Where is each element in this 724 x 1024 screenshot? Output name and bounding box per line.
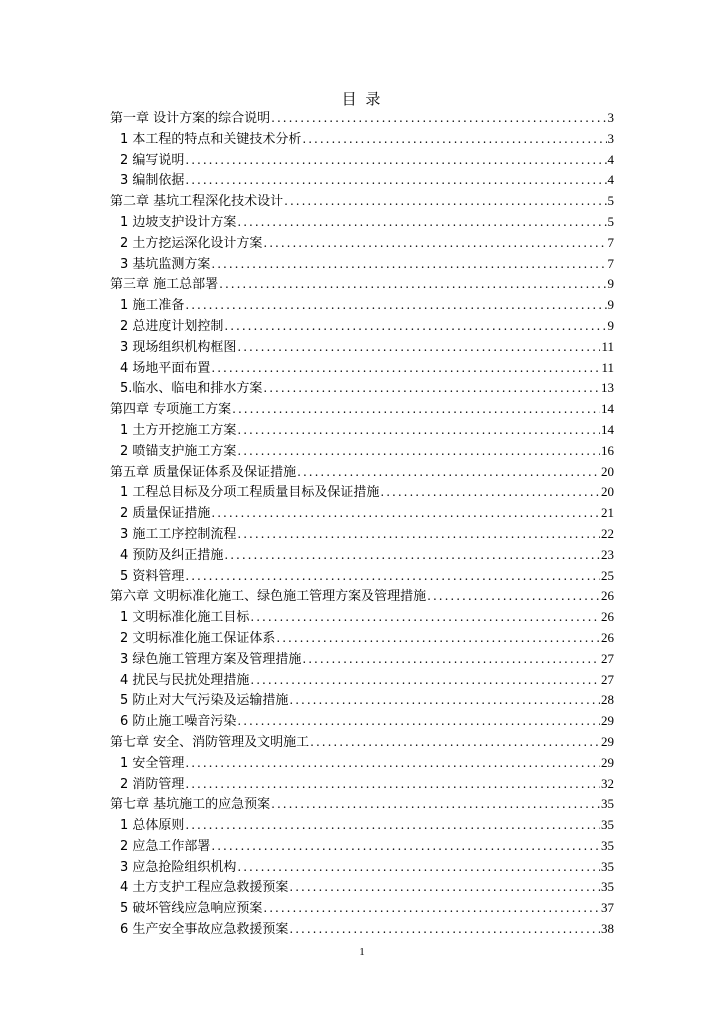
toc-entry-label: 第五章 质量保证体系及保证措施 <box>110 464 297 480</box>
toc-leader-dots <box>284 191 606 212</box>
toc-entry-label: 2 应急工作部署 <box>120 838 211 854</box>
toc-section-entry[interactable] <box>110 524 614 545</box>
toc-entry-label: 第七章 基坑施工的应急预案 <box>110 797 271 813</box>
toc-leader-dots <box>263 233 606 254</box>
toc-section-entry[interactable] <box>110 753 614 774</box>
toc-chapter-entry[interactable] <box>110 274 614 295</box>
toc-entry-label: 3 应急抢险组织机构 <box>120 859 237 875</box>
toc-section-entry[interactable] <box>110 254 614 275</box>
toc-leader-dots <box>185 815 600 836</box>
table-of-contents <box>110 108 614 940</box>
toc-section-entry[interactable] <box>110 545 614 566</box>
toc-section-entry[interactable] <box>110 857 614 878</box>
toc-entry-page: 29 <box>601 754 614 770</box>
toc-entry-page: 27 <box>601 671 614 687</box>
toc-entry-label: 4 预防及纠正措施 <box>120 547 224 563</box>
toc-entry-page: 26 <box>601 609 614 625</box>
toc-section-entry[interactable] <box>110 441 614 462</box>
toc-leader-dots <box>211 503 600 524</box>
toc-entry-label: 1 本工程的特点和关键技术分析 <box>120 131 302 147</box>
toc-leader-dots <box>250 670 600 691</box>
toc-leader-dots <box>237 337 600 358</box>
toc-leader-dots <box>224 316 606 337</box>
toc-entry-page: 11 <box>601 338 614 354</box>
toc-section-entry[interactable] <box>110 316 614 337</box>
toc-entry-label: 3 绿色施工管理方案及管理措施 <box>120 651 302 667</box>
toc-entry-label: 2 总进度计划控制 <box>120 318 224 334</box>
toc-chapter-entry[interactable] <box>110 586 614 607</box>
page-title: 目 录 <box>341 90 383 108</box>
toc-entry-label: 第四章 专项施工方案 <box>110 402 232 418</box>
toc-leader-dots <box>185 150 606 171</box>
toc-entry-label: 第三章 施工总部署 <box>110 277 219 293</box>
toc-entry-label: 2 文明标准化施工保证体系 <box>120 630 276 646</box>
toc-leader-dots <box>237 524 600 545</box>
toc-entry-label: 4 场地平面布置 <box>120 360 211 376</box>
toc-section-entry[interactable] <box>110 233 614 254</box>
toc-entry-label: 3 基坑监测方案 <box>120 256 211 272</box>
toc-entry-page: 5 <box>607 213 614 229</box>
toc-section-entry[interactable] <box>110 815 614 836</box>
toc-entry-label: 5 资料管理 <box>120 568 185 584</box>
toc-entry-page: 35 <box>601 837 614 853</box>
toc-section-entry[interactable] <box>110 420 614 441</box>
toc-section-entry[interactable] <box>110 919 614 940</box>
toc-section-entry[interactable] <box>110 649 614 670</box>
toc-entry-page: 35 <box>601 879 614 895</box>
toc-leader-dots <box>250 607 600 628</box>
toc-entry-label: 1 工程总目标及分项工程质量目标及保证措施 <box>120 485 380 501</box>
toc-entry-page: 5 <box>607 193 614 209</box>
toc-section-entry[interactable] <box>110 503 614 524</box>
toc-entry-label: 1 总体原则 <box>120 818 185 834</box>
toc-entry-label: 2 喷锚支护施工方案 <box>120 443 237 459</box>
toc-leader-dots <box>289 877 600 898</box>
toc-leader-dots <box>237 711 600 732</box>
toc-entry-label: 6 生产安全事故应急救援预案 <box>120 922 289 938</box>
toc-entry-label: 3 编制依据 <box>120 173 185 189</box>
toc-leader-dots <box>185 774 600 795</box>
toc-entry-label: 2 土方挖运深化设计方案 <box>120 235 263 251</box>
toc-section-entry[interactable] <box>110 836 614 857</box>
toc-section-entry[interactable] <box>110 690 614 711</box>
toc-entry-page: 9 <box>607 276 614 292</box>
toc-leader-dots <box>263 378 600 399</box>
toc-leader-dots <box>219 274 606 295</box>
toc-entry-label: 6 防止施工噪音污染 <box>120 714 237 730</box>
toc-entry-label: 1 施工准备 <box>120 298 185 314</box>
toc-entry-page: 29 <box>601 713 614 729</box>
toc-entry-label: 3 施工工序控制流程 <box>120 526 237 542</box>
toc-entry-page: 9 <box>607 297 614 313</box>
toc-section-entry[interactable] <box>110 337 614 358</box>
toc-entry-page: 37 <box>601 900 614 916</box>
toc-entry-page: 7 <box>607 234 614 250</box>
toc-entry-label: 4 扰民与民扰处理措施 <box>120 672 250 688</box>
toc-entry-page: 38 <box>601 921 614 937</box>
toc-entry-page: 21 <box>601 505 614 521</box>
toc-section-entry[interactable] <box>110 358 614 379</box>
toc-section-entry[interactable] <box>110 628 614 649</box>
toc-entry-page: 7 <box>607 255 614 271</box>
toc-leader-dots <box>224 545 600 566</box>
toc-leader-dots <box>211 836 600 857</box>
toc-entry-page: 14 <box>601 401 614 417</box>
toc-entry-page: 26 <box>601 588 614 604</box>
toc-entry-label: 第七章 安全、消防管理及文明施工 <box>110 734 310 750</box>
toc-leader-dots <box>185 295 606 316</box>
toc-section-entry[interactable] <box>110 482 614 503</box>
toc-leader-dots <box>271 108 606 129</box>
toc-chapter-entry[interactable] <box>110 462 614 483</box>
toc-leader-dots <box>310 732 600 753</box>
toc-entry-page: 9 <box>607 317 614 333</box>
toc-entry-page: 26 <box>601 629 614 645</box>
toc-entry-page: 28 <box>601 692 614 708</box>
toc-entry-label: 1 边坡支护设计方案 <box>120 214 237 230</box>
toc-entry-label: 3 现场组织机构框图 <box>120 339 237 355</box>
toc-entry-page: 27 <box>601 650 614 666</box>
toc-leader-dots <box>211 358 600 379</box>
toc-entry-page: 23 <box>601 546 614 562</box>
toc-chapter-entry[interactable] <box>110 108 614 129</box>
toc-entry-page: 16 <box>601 442 614 458</box>
toc-entry-page: 29 <box>601 733 614 749</box>
toc-chapter-entry[interactable] <box>110 794 614 815</box>
toc-entry-page: 3 <box>607 130 614 146</box>
toc-chapter-entry[interactable] <box>110 399 614 420</box>
toc-entry-label: 第一章 设计方案的综合说明 <box>110 111 271 126</box>
toc-leader-dots <box>185 753 600 774</box>
toc-entry-page: 35 <box>601 796 614 812</box>
toc-section-entry[interactable] <box>110 378 614 399</box>
toc-leader-dots <box>232 399 600 420</box>
toc-entry-label: 第二章 基坑工程深化技术设计 <box>110 194 284 210</box>
toc-entry-page: 35 <box>601 817 614 833</box>
toc-entry-page: 32 <box>601 775 614 791</box>
toc-leader-dots <box>302 129 606 150</box>
toc-entry-page: 14 <box>601 421 614 437</box>
toc-entry-label: 2 编写说明 <box>120 152 185 168</box>
toc-leader-dots <box>185 566 600 587</box>
toc-chapter-entry[interactable] <box>110 191 614 212</box>
toc-section-entry[interactable] <box>110 295 614 316</box>
toc-section-entry[interactable] <box>110 711 614 732</box>
toc-entry-page: 22 <box>601 525 614 541</box>
toc-entry-label: 5 破坏管线应急响应预案 <box>120 901 263 917</box>
toc-section-entry[interactable] <box>110 566 614 587</box>
toc-section-entry[interactable] <box>110 898 614 919</box>
toc-entry-label: 4 土方支护工程应急救援预案 <box>120 880 289 896</box>
toc-leader-dots <box>237 441 600 462</box>
toc-entry-page: 11 <box>601 359 614 375</box>
toc-entry-page: 3 <box>607 110 614 125</box>
toc-leader-dots <box>289 919 600 940</box>
toc-leader-dots <box>289 690 600 711</box>
toc-entry-label: 第六章 文明标准化施工、绿色施工管理方案及管理措施 <box>110 589 427 605</box>
toc-entry-page: 13 <box>601 380 614 396</box>
toc-entry-page: 20 <box>601 463 614 479</box>
toc-section-entry[interactable] <box>110 877 614 898</box>
toc-leader-dots <box>211 254 606 275</box>
toc-section-entry[interactable] <box>110 212 614 233</box>
toc-entry-label: 1 文明标准化施工目标 <box>120 610 250 626</box>
toc-leader-dots <box>302 649 600 670</box>
toc-section-entry[interactable] <box>110 150 614 171</box>
toc-section-entry[interactable] <box>110 607 614 628</box>
toc-entry-page: 20 <box>601 484 614 500</box>
page-number: 1 <box>359 946 365 958</box>
toc-leader-dots <box>297 462 600 483</box>
toc-leader-dots <box>271 794 600 815</box>
toc-leader-dots <box>427 586 600 607</box>
toc-entry-page: 4 <box>607 172 614 188</box>
toc-entry-label: 1 安全管理 <box>120 755 185 771</box>
toc-section-entry[interactable] <box>110 129 614 150</box>
toc-leader-dots <box>237 212 606 233</box>
toc-leader-dots <box>276 628 600 649</box>
toc-leader-dots <box>263 898 600 919</box>
toc-chapter-entry[interactable] <box>110 732 614 753</box>
toc-entry-page: 4 <box>607 151 614 167</box>
toc-entry-label: 5 防止对大气污染及运输措施 <box>120 693 289 709</box>
toc-entry-label: 2 质量保证措施 <box>120 506 211 522</box>
toc-section-entry[interactable] <box>110 170 614 191</box>
toc-entry-page: 25 <box>601 567 614 583</box>
toc-entry-label: 5.临水、临电和排水方案 <box>120 381 263 397</box>
toc-entry-label: 2 消防管理 <box>120 776 185 792</box>
toc-leader-dots <box>237 420 600 441</box>
toc-section-entry[interactable] <box>110 670 614 691</box>
toc-leader-dots <box>237 857 600 878</box>
toc-entry-label: 1 土方开挖施工方案 <box>120 422 237 438</box>
toc-section-entry[interactable] <box>110 774 614 795</box>
toc-leader-dots <box>185 170 606 191</box>
toc-leader-dots <box>380 482 600 503</box>
toc-entry-page: 35 <box>601 858 614 874</box>
